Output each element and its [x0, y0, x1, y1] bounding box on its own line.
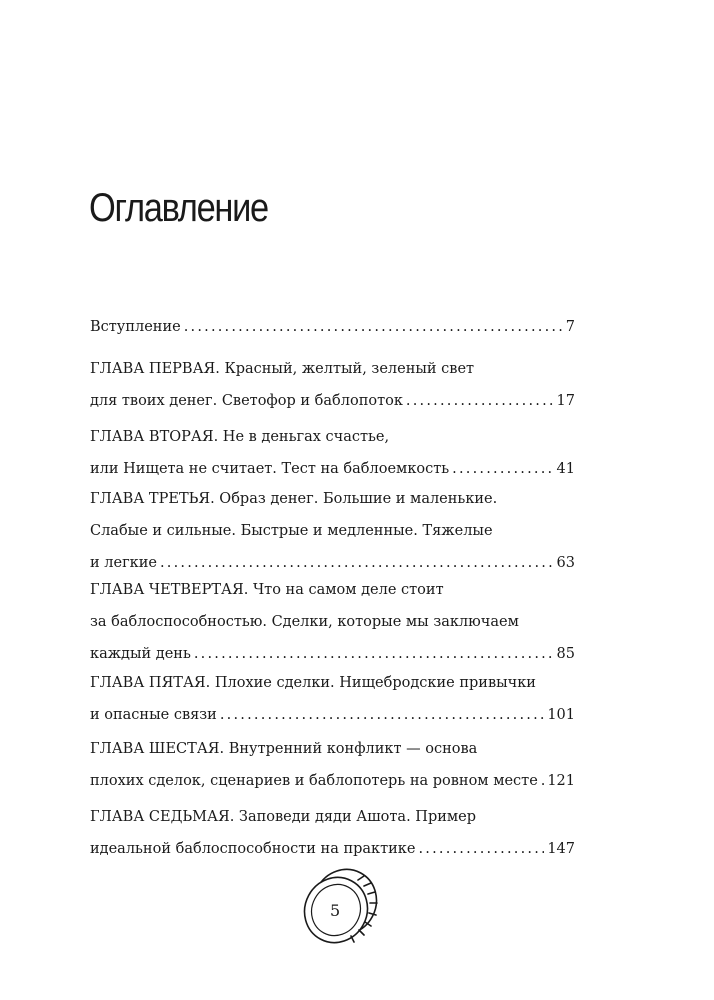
toc-entry-title: ГЛАВА ПЕРВАЯ. Красный, желтый, зеленый свет — [90, 361, 475, 377]
toc-page-number: 63 — [556, 555, 575, 571]
coin-page-number-icon — [298, 864, 382, 950]
toc-entry-title-end: плохих сделок, сценариев и баблопотерь на ровном месте — [90, 773, 538, 789]
toc-entry-title-cont: за баблоспособностью. Сделки, которые мы заключаем — [90, 614, 519, 630]
dot-leader — [541, 765, 545, 797]
dot-leader — [418, 833, 544, 865]
toc-entry-intro[interactable] — [90, 311, 575, 343]
dot-leader — [194, 638, 554, 670]
dot-leader — [220, 699, 544, 731]
toc-page-number: 101 — [547, 707, 575, 723]
toc-entry-title: ГЛАВА ЧЕТВЕРТАЯ. Что на самом деле стоит — [90, 582, 444, 598]
toc-entry-title-cont: Слабые и сильные. Быстрые и медленные. Тяжелые — [90, 523, 493, 539]
dot-leader — [452, 453, 553, 485]
toc-entry-chapter-6[interactable] — [90, 733, 575, 797]
toc-entry-chapter-3[interactable] — [90, 483, 575, 579]
toc-entry-chapter-4[interactable] — [90, 574, 575, 670]
toc-entry-title: ГЛАВА ШЕСТАЯ. Внутренний конфликт — основа — [90, 741, 478, 757]
toc-entry-title-end: или Нищета не считает. Тест на баблоемкость — [90, 461, 450, 477]
toc-entry-title: ГЛАВА СЕДЬМАЯ. Заповеди дяди Ашота. Пример — [90, 809, 477, 825]
page-number: 5 — [330, 901, 341, 920]
toc-entry-title: ГЛАВА ПЯТАЯ. Плохие сделки. Нищебродские привычки — [90, 675, 536, 691]
toc-entry-line — [90, 453, 575, 485]
toc-entry-chapter-2[interactable] — [90, 421, 575, 485]
toc-entry-line — [90, 833, 575, 865]
toc-page-number: 41 — [556, 461, 575, 477]
toc-entry-title-end: каждый день — [90, 646, 191, 662]
toc-page-number: 7 — [565, 319, 575, 335]
toc-entry-title: ГЛАВА ВТОРАЯ. Не в деньгах счастье, — [90, 429, 390, 445]
toc-page-number: 121 — [547, 773, 575, 789]
toc-entry-chapter-7[interactable] — [90, 801, 575, 865]
toc-entry-title-end: и опасные связи — [90, 707, 217, 723]
toc-entry-line — [90, 699, 575, 731]
toc-page-number: 147 — [547, 841, 575, 857]
toc-entry-line — [90, 311, 575, 343]
toc-entry-chapter-1[interactable] — [90, 353, 575, 417]
toc-entry-title-end: для твоих денег. Светофор и баблопоток — [90, 393, 403, 409]
dot-leader — [184, 311, 563, 343]
toc-entry-title: ГЛАВА ТРЕТЬЯ. Образ денег. Большие и маленькие. — [90, 491, 498, 507]
dot-leader — [406, 385, 554, 417]
toc-entry-line — [90, 385, 575, 417]
page-title: Оглавление — [89, 186, 268, 230]
toc-entry-title-end: и легкие — [90, 555, 157, 571]
toc-entry-title: Вступление — [90, 319, 181, 335]
toc-entry-title-end: идеальной баблоспособности на практике — [90, 841, 416, 857]
toc-entry-line — [90, 765, 575, 797]
toc-page-number: 85 — [556, 646, 575, 662]
toc-entry-line — [90, 638, 575, 670]
toc-page-number: 17 — [556, 393, 575, 409]
toc-entry-chapter-5[interactable] — [90, 667, 575, 731]
